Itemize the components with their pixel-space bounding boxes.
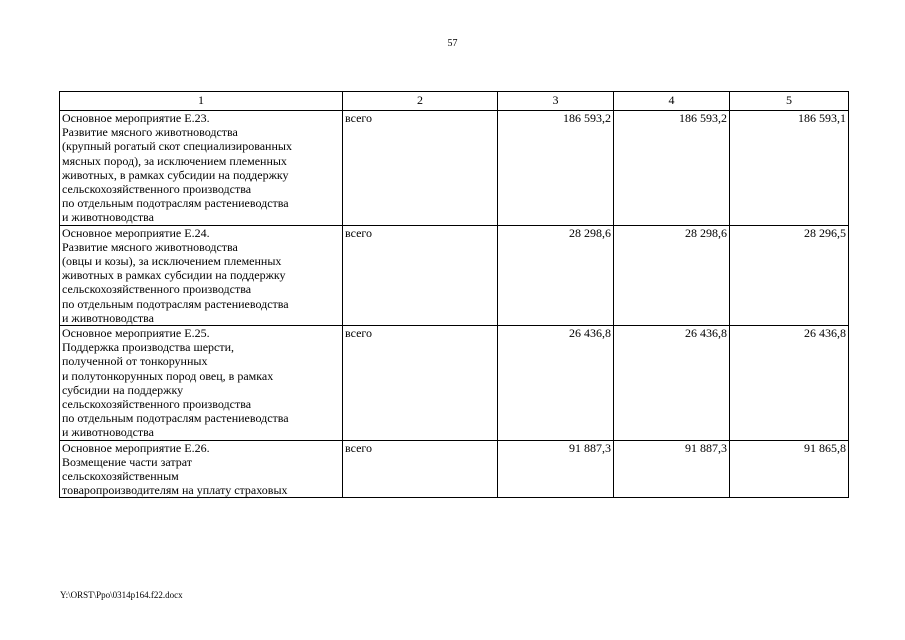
row-kind: всего	[343, 111, 498, 226]
page-number: 57	[447, 38, 458, 49]
value-col-3: 91 887,3	[498, 440, 614, 498]
value-col-5: 91 865,8	[730, 440, 849, 498]
description-line: Основное мероприятие Е.25.	[62, 326, 210, 341]
description-line: сельскохозяйственного производства	[62, 397, 252, 412]
value-col-4: 26 436,8	[614, 326, 730, 441]
document-file-path: Y:\ORST\Ppo\0314p164.f22.docx	[60, 590, 183, 600]
description-line: полученной от тонкорунных	[62, 354, 208, 369]
description-line: и полутонкорунных пород овец, в рамках	[62, 368, 274, 383]
description-line: мясных пород), за исключением племенных	[62, 153, 287, 168]
description-line: Развитие мясного животноводства	[62, 239, 238, 254]
value-col-4: 91 887,3	[614, 440, 730, 498]
description-line: животных, в рамках субсидии на поддержку	[62, 167, 289, 182]
column-header-2: 2	[343, 92, 498, 111]
description-line: субсидии на поддержку	[62, 382, 184, 397]
description-line: животных в рамках субсидии на поддержку	[62, 268, 286, 283]
table-row	[60, 326, 849, 441]
budget-table	[59, 91, 849, 498]
row-description	[60, 326, 343, 441]
column-header-5: 5	[730, 92, 849, 111]
description-line: Поддержка производства шерсти,	[62, 340, 235, 355]
row-kind: всего	[343, 440, 498, 498]
description-line: и животноводства	[62, 210, 154, 225]
table-row	[60, 225, 849, 325]
value-col-3: 28 298,6	[498, 225, 614, 325]
description-line: Возмещение части затрат	[62, 454, 192, 469]
value-col-5: 186 593,1	[730, 111, 849, 226]
table-header-row	[60, 92, 849, 111]
description-line: (овцы и козы), за исключением племенных	[62, 254, 282, 269]
description-line: сельскохозяйственного производства	[62, 282, 252, 297]
table-row	[60, 111, 849, 226]
description-line: Основное мероприятие Е.24.	[62, 225, 210, 240]
description-line: по отдельным подотраслям растениеводства	[62, 196, 289, 211]
description-line: (крупный рогатый скот специализированных	[62, 139, 292, 154]
column-header-4: 4	[614, 92, 730, 111]
table-row	[60, 440, 849, 498]
row-kind: всего	[343, 225, 498, 325]
value-col-5: 28 296,5	[730, 225, 849, 325]
value-col-3: 186 593,2	[498, 111, 614, 226]
description-line: Основное мероприятие Е.23.	[62, 111, 210, 125]
description-line: по отдельным подотраслям растениеводства	[62, 411, 289, 426]
description-line: Основное мероприятие Е.26.	[62, 440, 210, 455]
description-line: по отдельным подотраслям растениеводства	[62, 296, 289, 311]
description-line: сельскохозяйственным	[62, 469, 179, 484]
value-col-3: 26 436,8	[498, 326, 614, 441]
value-col-4: 186 593,2	[614, 111, 730, 226]
value-col-4: 28 298,6	[614, 225, 730, 325]
description-line: Развитие мясного животноводства	[62, 125, 238, 140]
description-line: товаропроизводителям на уплату страховых	[62, 483, 288, 498]
column-header-1: 1	[60, 92, 343, 111]
value-col-5: 26 436,8	[730, 326, 849, 441]
description-line: и животноводства	[62, 310, 154, 325]
column-header-3: 3	[498, 92, 614, 111]
row-description	[60, 111, 343, 226]
description-line: сельскохозяйственного производства	[62, 182, 252, 197]
row-kind: всего	[343, 326, 498, 441]
row-description	[60, 440, 343, 498]
row-description	[60, 225, 343, 325]
description-line: и животноводства	[62, 425, 154, 440]
